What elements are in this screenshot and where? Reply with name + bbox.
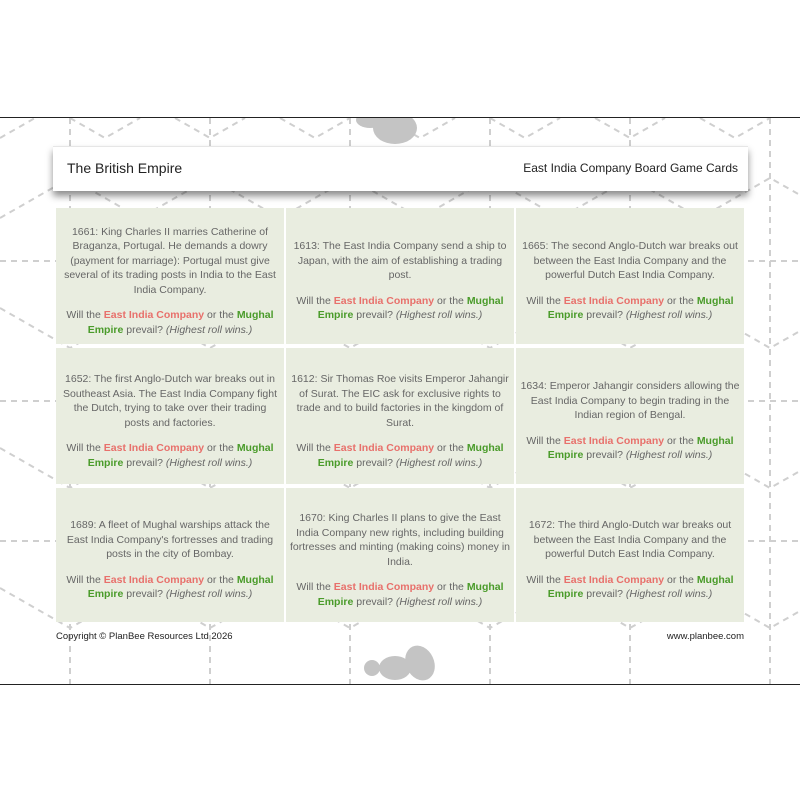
card-question: Will the East India Company or the Mughal Empire prevail? (Highest roll wins.) xyxy=(296,581,504,608)
mughal-empire-label: Mughal Empire xyxy=(547,573,734,601)
east-india-company-label: East India Company xyxy=(103,309,205,322)
east-india-company-label: East India Company xyxy=(333,442,435,454)
card-rule: (Highest roll wins.) xyxy=(395,595,483,608)
card-rule: (Highest roll wins.) xyxy=(165,323,253,336)
card-event-text: 1612: Sir Thomas Roe visits Emperor Jahangir of Surat. The EIC ask for exclusive rights to trade and to build factories in the kingdom of Surat. xyxy=(291,373,509,429)
page-header xyxy=(53,146,748,191)
east-india-company-label: East India Company xyxy=(333,581,435,593)
game-card xyxy=(56,488,284,622)
east-india-company-label: East India Company xyxy=(563,573,665,586)
header-subtitle: East India Company Board Game Cards xyxy=(523,161,738,175)
mughal-empire-label: Mughal Empire xyxy=(547,434,734,462)
card-question: Will the East India Company or the Mughal Empire prevail? (Highest roll wins.) xyxy=(296,294,504,322)
card-rule: (Highest roll wins.) xyxy=(395,309,483,322)
game-card xyxy=(56,348,284,484)
game-card xyxy=(286,348,514,484)
east-india-company-label: East India Company xyxy=(563,294,665,307)
game-card xyxy=(516,488,744,622)
card-question: Will the East India Company or the Mughal Empire prevail? (Highest roll wins.) xyxy=(66,442,274,469)
card-question: Will the East India Company or the Mughal Empire prevail? (Highest roll wins.) xyxy=(526,294,734,322)
card-question: Will the East India Company or the Mughal Empire prevail? (Highest roll wins.) xyxy=(66,309,274,336)
card-rule: (Highest roll wins.) xyxy=(395,456,483,469)
mughal-empire-label: Mughal Empire xyxy=(317,581,504,608)
card-event-text: 1613: The East India Company send a ship to Japan, with the aim of establishing a trading post. xyxy=(293,240,507,282)
header-title: The British Empire xyxy=(67,160,183,176)
website-link[interactable]: www.planbee.com xyxy=(666,631,744,642)
card-event-text: 1672: The third Anglo-Dutch war breaks out between the East India Company and the powerful Dutch East India Company. xyxy=(528,519,732,561)
card-event-text: 1661: King Charles II marries Catherine of Braganza, Portugal. He demands a dowry (payment for marriage): Portugal must give several of its trading posts in India to the East India Company. xyxy=(64,225,276,296)
card-event-text: 1689: A fleet of Mughal warships attack the East India Company's fortresses and trading posts in the city of Bombay. xyxy=(66,519,274,561)
mughal-empire-label: Mughal Empire xyxy=(87,309,274,336)
copyright-text: Copyright © PlanBee Resources Ltd 2026 xyxy=(56,631,233,642)
game-card xyxy=(56,208,284,344)
card-rule: (Highest roll wins.) xyxy=(625,449,713,462)
mughal-empire-label: Mughal Empire xyxy=(547,294,734,322)
card-rule: (Highest roll wins.) xyxy=(165,588,253,601)
card-event-text: 1652: The first Anglo-Dutch war breaks out in Southeast Asia. The East India Company fight the Dutch, trying to take over their trading posts and factories. xyxy=(62,373,278,429)
card-rule: (Highest roll wins.) xyxy=(165,456,253,469)
card-rule: (Highest roll wins.) xyxy=(625,588,713,601)
game-card xyxy=(516,348,744,484)
mughal-empire-label: Mughal Empire xyxy=(87,442,274,469)
card-event-text: 1670: King Charles II plans to give the East India Company new rights, including building fortresses and minting (making coins) money in India. xyxy=(290,512,511,568)
card-event-text: 1634: Emperor Jahangir considers allowing the East India Company to begin trading in the Indian region of Bengal. xyxy=(520,380,740,422)
card-rule: (Highest roll wins.) xyxy=(625,309,713,322)
game-card xyxy=(286,488,514,622)
mughal-empire-label: Mughal Empire xyxy=(317,442,504,469)
worksheet-page xyxy=(0,117,800,685)
east-india-company-label: East India Company xyxy=(103,442,205,454)
mughal-empire-label: Mughal Empire xyxy=(87,573,274,601)
east-india-company-label: East India Company xyxy=(333,294,435,307)
mughal-empire-label: Mughal Empire xyxy=(317,294,504,322)
card-question: Will the East India Company or the Mughal Empire prevail? (Highest roll wins.) xyxy=(526,434,734,462)
game-card xyxy=(516,208,744,344)
east-india-company-label: East India Company xyxy=(563,434,665,447)
card-question: Will the East India Company or the Mughal Empire prevail? (Highest roll wins.) xyxy=(66,573,274,601)
card-grid xyxy=(56,208,744,622)
card-question: Will the East India Company or the Mughal Empire prevail? (Highest roll wins.) xyxy=(526,573,734,601)
card-question: Will the East India Company or the Mughal Empire prevail? (Highest roll wins.) xyxy=(296,442,504,469)
card-event-text: 1665: The second Anglo-Dutch war breaks out between the East India Company and the powerful Dutch East India Company. xyxy=(522,240,738,282)
east-india-company-label: East India Company xyxy=(103,573,205,586)
game-card xyxy=(286,208,514,344)
